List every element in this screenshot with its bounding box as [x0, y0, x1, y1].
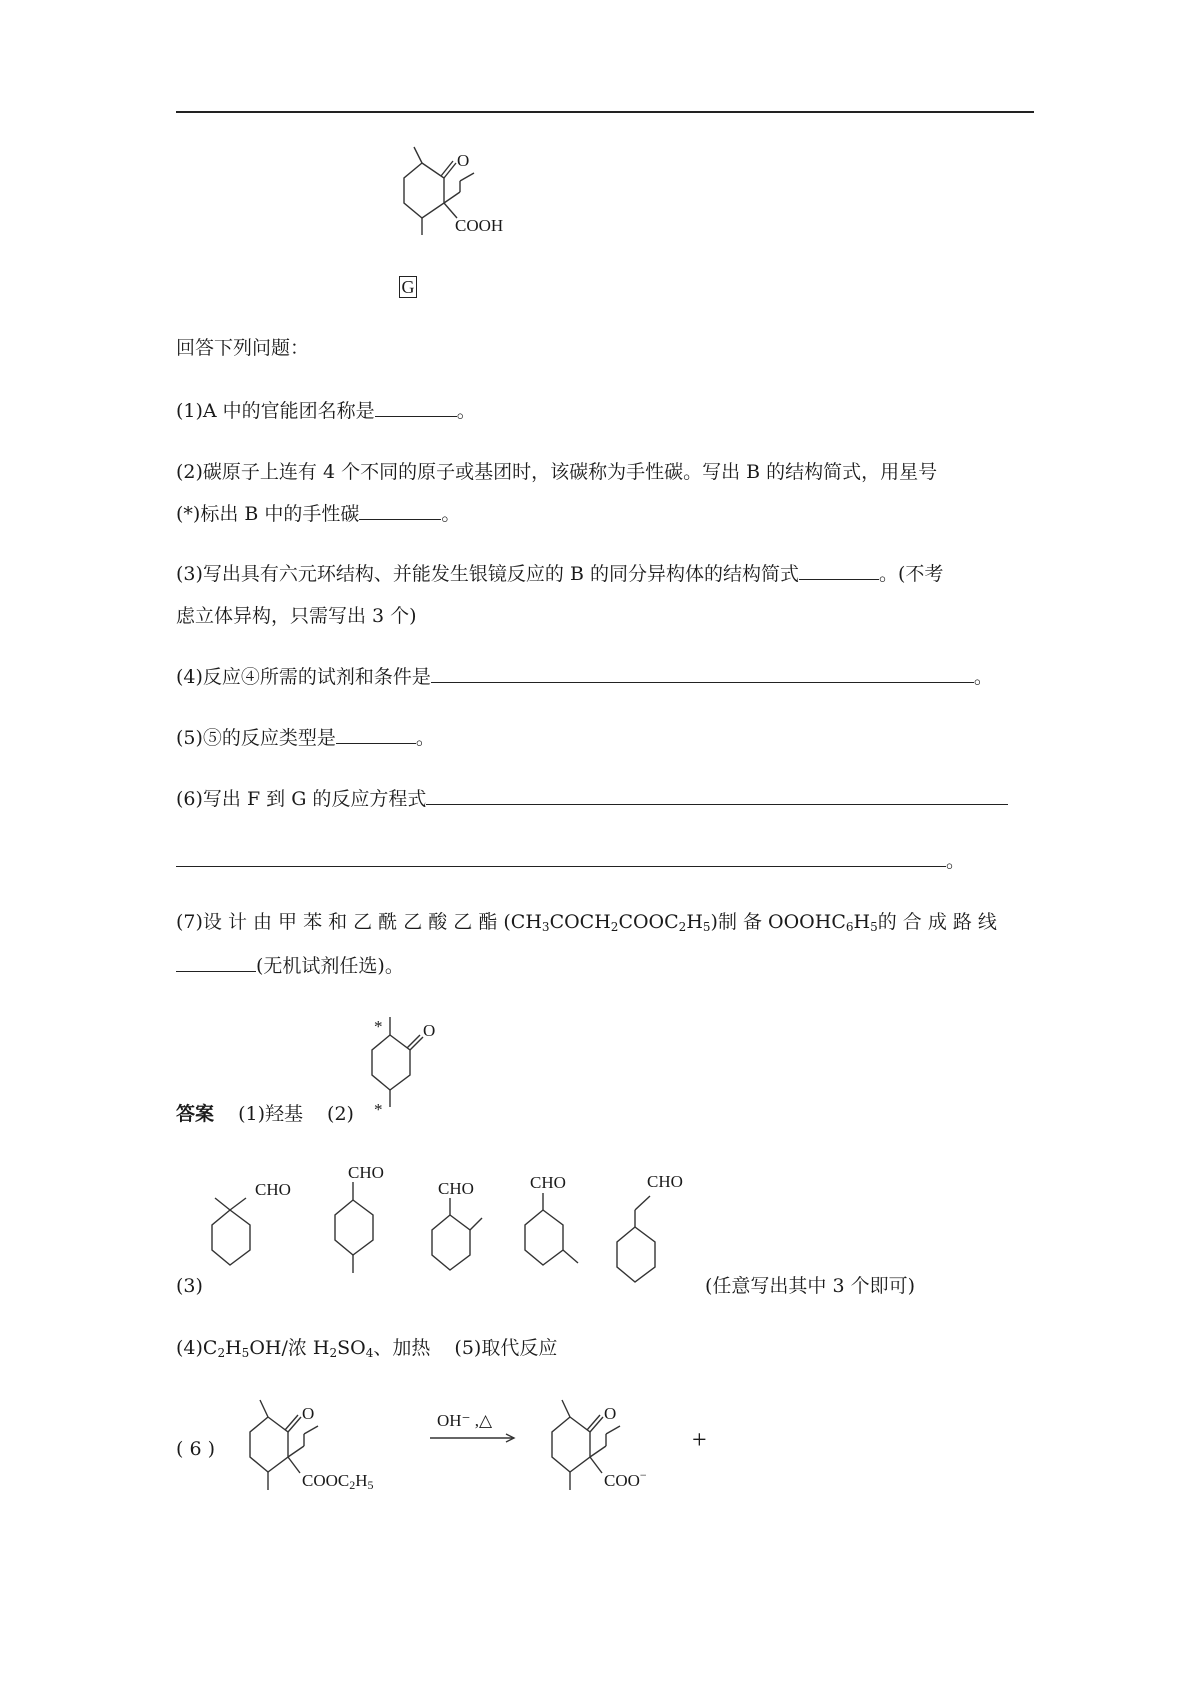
- question-3-line2: 虑立体异构，只需写出 3 个): [176, 605, 417, 627]
- ester-sub: 2: [349, 1478, 356, 1492]
- q7-blank[interactable]: [176, 949, 256, 972]
- propyl-bond: [444, 192, 460, 203]
- header-rule: [176, 111, 1034, 113]
- structure-g-label: G: [399, 276, 417, 298]
- question-6-line2: [176, 843, 965, 879]
- ring-bond: [372, 1035, 410, 1090]
- a4-sub: 5: [241, 1346, 250, 1360]
- answer-3-note: (任意写出其中 3 个即可): [705, 1275, 915, 1297]
- cho-label: CHO: [438, 1179, 474, 1198]
- cho-label: CHO: [348, 1163, 384, 1182]
- propyl-bond: [288, 1446, 304, 1457]
- carboxylate-bond: [590, 1457, 602, 1473]
- isomer-4: [525, 1173, 578, 1265]
- q7-sub: 3: [541, 920, 550, 934]
- isomer-1: [212, 1180, 291, 1265]
- propyl-bond: [460, 173, 474, 181]
- q6-blank-1[interactable]: [426, 782, 1008, 805]
- q7-text-g: 的 合 成 路 线: [877, 911, 997, 933]
- ring-bond: [432, 1215, 470, 1270]
- q3-end: 。(不考: [878, 563, 944, 585]
- isomer-3: [432, 1179, 482, 1270]
- q5-blank[interactable]: [336, 721, 416, 744]
- q2-text: (*)标出 B 中的手性碳: [176, 503, 360, 525]
- q7-text-b: COCH: [549, 911, 611, 933]
- cho-label: CHO: [530, 1173, 566, 1192]
- o-label: O: [604, 1404, 617, 1423]
- isomer-2: [335, 1163, 384, 1273]
- a4-text: (4)C: [176, 1337, 218, 1359]
- star-top: *: [374, 1017, 383, 1036]
- answer-label: 答案: [176, 1103, 215, 1125]
- ring-bond: [525, 1210, 563, 1265]
- o-label: O: [423, 1021, 436, 1040]
- answer-4-5: [176, 1330, 557, 1366]
- q7-end: (无机试剂任选)。: [256, 955, 404, 977]
- o-label: O: [302, 1404, 315, 1423]
- a4-sub: 2: [217, 1346, 226, 1360]
- question-7-line2: [176, 948, 404, 984]
- q7-sub: 6: [845, 920, 854, 934]
- answer-6-label: ( 6 ): [176, 1438, 215, 1460]
- answer-3-structures: [210, 1160, 730, 1300]
- carboxylate-group: COO: [604, 1471, 640, 1490]
- cho-label: CHO: [647, 1172, 683, 1191]
- a4-text: 、加热: [373, 1337, 431, 1359]
- question-6: [176, 781, 1008, 817]
- answer-5: (5)取代反应: [454, 1337, 558, 1359]
- answer-1: (1)羟基: [238, 1103, 303, 1125]
- plus-sign: +: [692, 1425, 707, 1454]
- q6-end: 。: [946, 850, 966, 872]
- q5-text: (5)⑤的反应类型是: [176, 727, 336, 749]
- methyl-top: [414, 147, 422, 163]
- propyl-bond: [304, 1426, 318, 1434]
- q3-text: (3)写出具有六元环结构、并能发生银镜反应的 B 的同分异构体的结构简式: [176, 563, 799, 585]
- q3-blank[interactable]: [799, 557, 879, 580]
- question-2-line1: (2)碳原子上连有 4 个不同的原子或基团时，该碳称为手性碳。写出 B 的结构简式，用星号: [176, 461, 938, 483]
- question-7-line1: [176, 904, 997, 940]
- product-structure: [552, 1400, 647, 1490]
- question-5: [176, 720, 435, 756]
- methyl: [563, 1250, 578, 1263]
- q4-text: (4)反应④所需的试剂和条件是: [176, 666, 431, 688]
- carboxylate-label: [604, 1468, 647, 1490]
- answer-line-1: [176, 1096, 354, 1132]
- charge-sup: −: [639, 1468, 647, 1482]
- q1-text: (1)A 中的官能团名称是: [176, 400, 375, 422]
- q4-end: 。: [973, 666, 993, 688]
- arrow-condition: OH⁻ ,△: [437, 1411, 493, 1430]
- ester-label: [302, 1471, 374, 1492]
- q6-blank-2[interactable]: [176, 844, 946, 867]
- q7-text-a: (7)设 计 由 甲 苯 和 乙 酰 乙 酸 乙 酯 (CH: [176, 911, 542, 933]
- cho-label: CHO: [255, 1180, 291, 1199]
- q7-sub: 2: [610, 920, 619, 934]
- intro-text: 回答下列问题：: [176, 337, 310, 359]
- isomer-5: [617, 1172, 683, 1282]
- q2-blank[interactable]: [359, 497, 441, 520]
- cooh-label: COOH: [455, 216, 504, 235]
- q1-end: 。: [456, 400, 476, 422]
- methyl: [470, 1218, 482, 1230]
- ester-group: COOC: [302, 1471, 350, 1490]
- methyl-top: [260, 1400, 268, 1417]
- ester-bond: [288, 1457, 300, 1473]
- q6-text: (6)写出 F 到 G 的反应方程式: [176, 788, 427, 810]
- answer-3-label: (3): [176, 1275, 203, 1297]
- q2-end: 。: [441, 503, 461, 525]
- methyl: [215, 1198, 230, 1210]
- question-3-line1: [176, 556, 943, 592]
- q1-blank[interactable]: [375, 394, 457, 417]
- ester-h: H: [355, 1471, 368, 1490]
- q4-blank[interactable]: [431, 660, 974, 683]
- a4-sub: 2: [329, 1346, 338, 1360]
- cho-bond: [230, 1198, 246, 1210]
- a4-text: OH/浓 H: [249, 1337, 330, 1359]
- q5-end: 。: [415, 727, 435, 749]
- q7-text-d: H: [686, 911, 703, 933]
- q7-text-f: H: [853, 911, 871, 933]
- a4-text: SO: [337, 1337, 366, 1359]
- q7-text-e: )制 备 OOOHC: [710, 911, 846, 933]
- propyl-bond: [590, 1446, 606, 1457]
- question-1: [176, 393, 476, 429]
- star-bottom: *: [374, 1100, 383, 1118]
- ring-bond: [335, 1200, 373, 1255]
- structure-g: [395, 140, 525, 245]
- ring-bond: [404, 163, 444, 218]
- q7-text-c: COOC: [618, 911, 679, 933]
- reactant-structure: [250, 1400, 374, 1492]
- q7-sub: 5: [870, 920, 878, 934]
- question-2-line2: [176, 496, 460, 532]
- ring-bond: [250, 1417, 288, 1472]
- a4-text: H: [225, 1337, 242, 1359]
- answer-2-label: (2): [327, 1103, 354, 1125]
- ring-bond: [617, 1227, 655, 1282]
- ring-bond: [552, 1417, 590, 1472]
- q7-sub: 2: [678, 920, 687, 934]
- methyl-top: [562, 1400, 570, 1417]
- propyl-bond: [606, 1426, 620, 1434]
- ester-sub: 5: [367, 1478, 374, 1492]
- q7-sub: 5: [702, 920, 711, 934]
- ring-bond: [212, 1210, 250, 1265]
- answer-2-structure: [360, 1003, 470, 1118]
- o-label: O: [457, 151, 470, 170]
- a4-sub: 4: [365, 1346, 374, 1360]
- answer-6-equation: [230, 1390, 730, 1515]
- question-4: [176, 659, 993, 695]
- cho-bond: [635, 1196, 650, 1210]
